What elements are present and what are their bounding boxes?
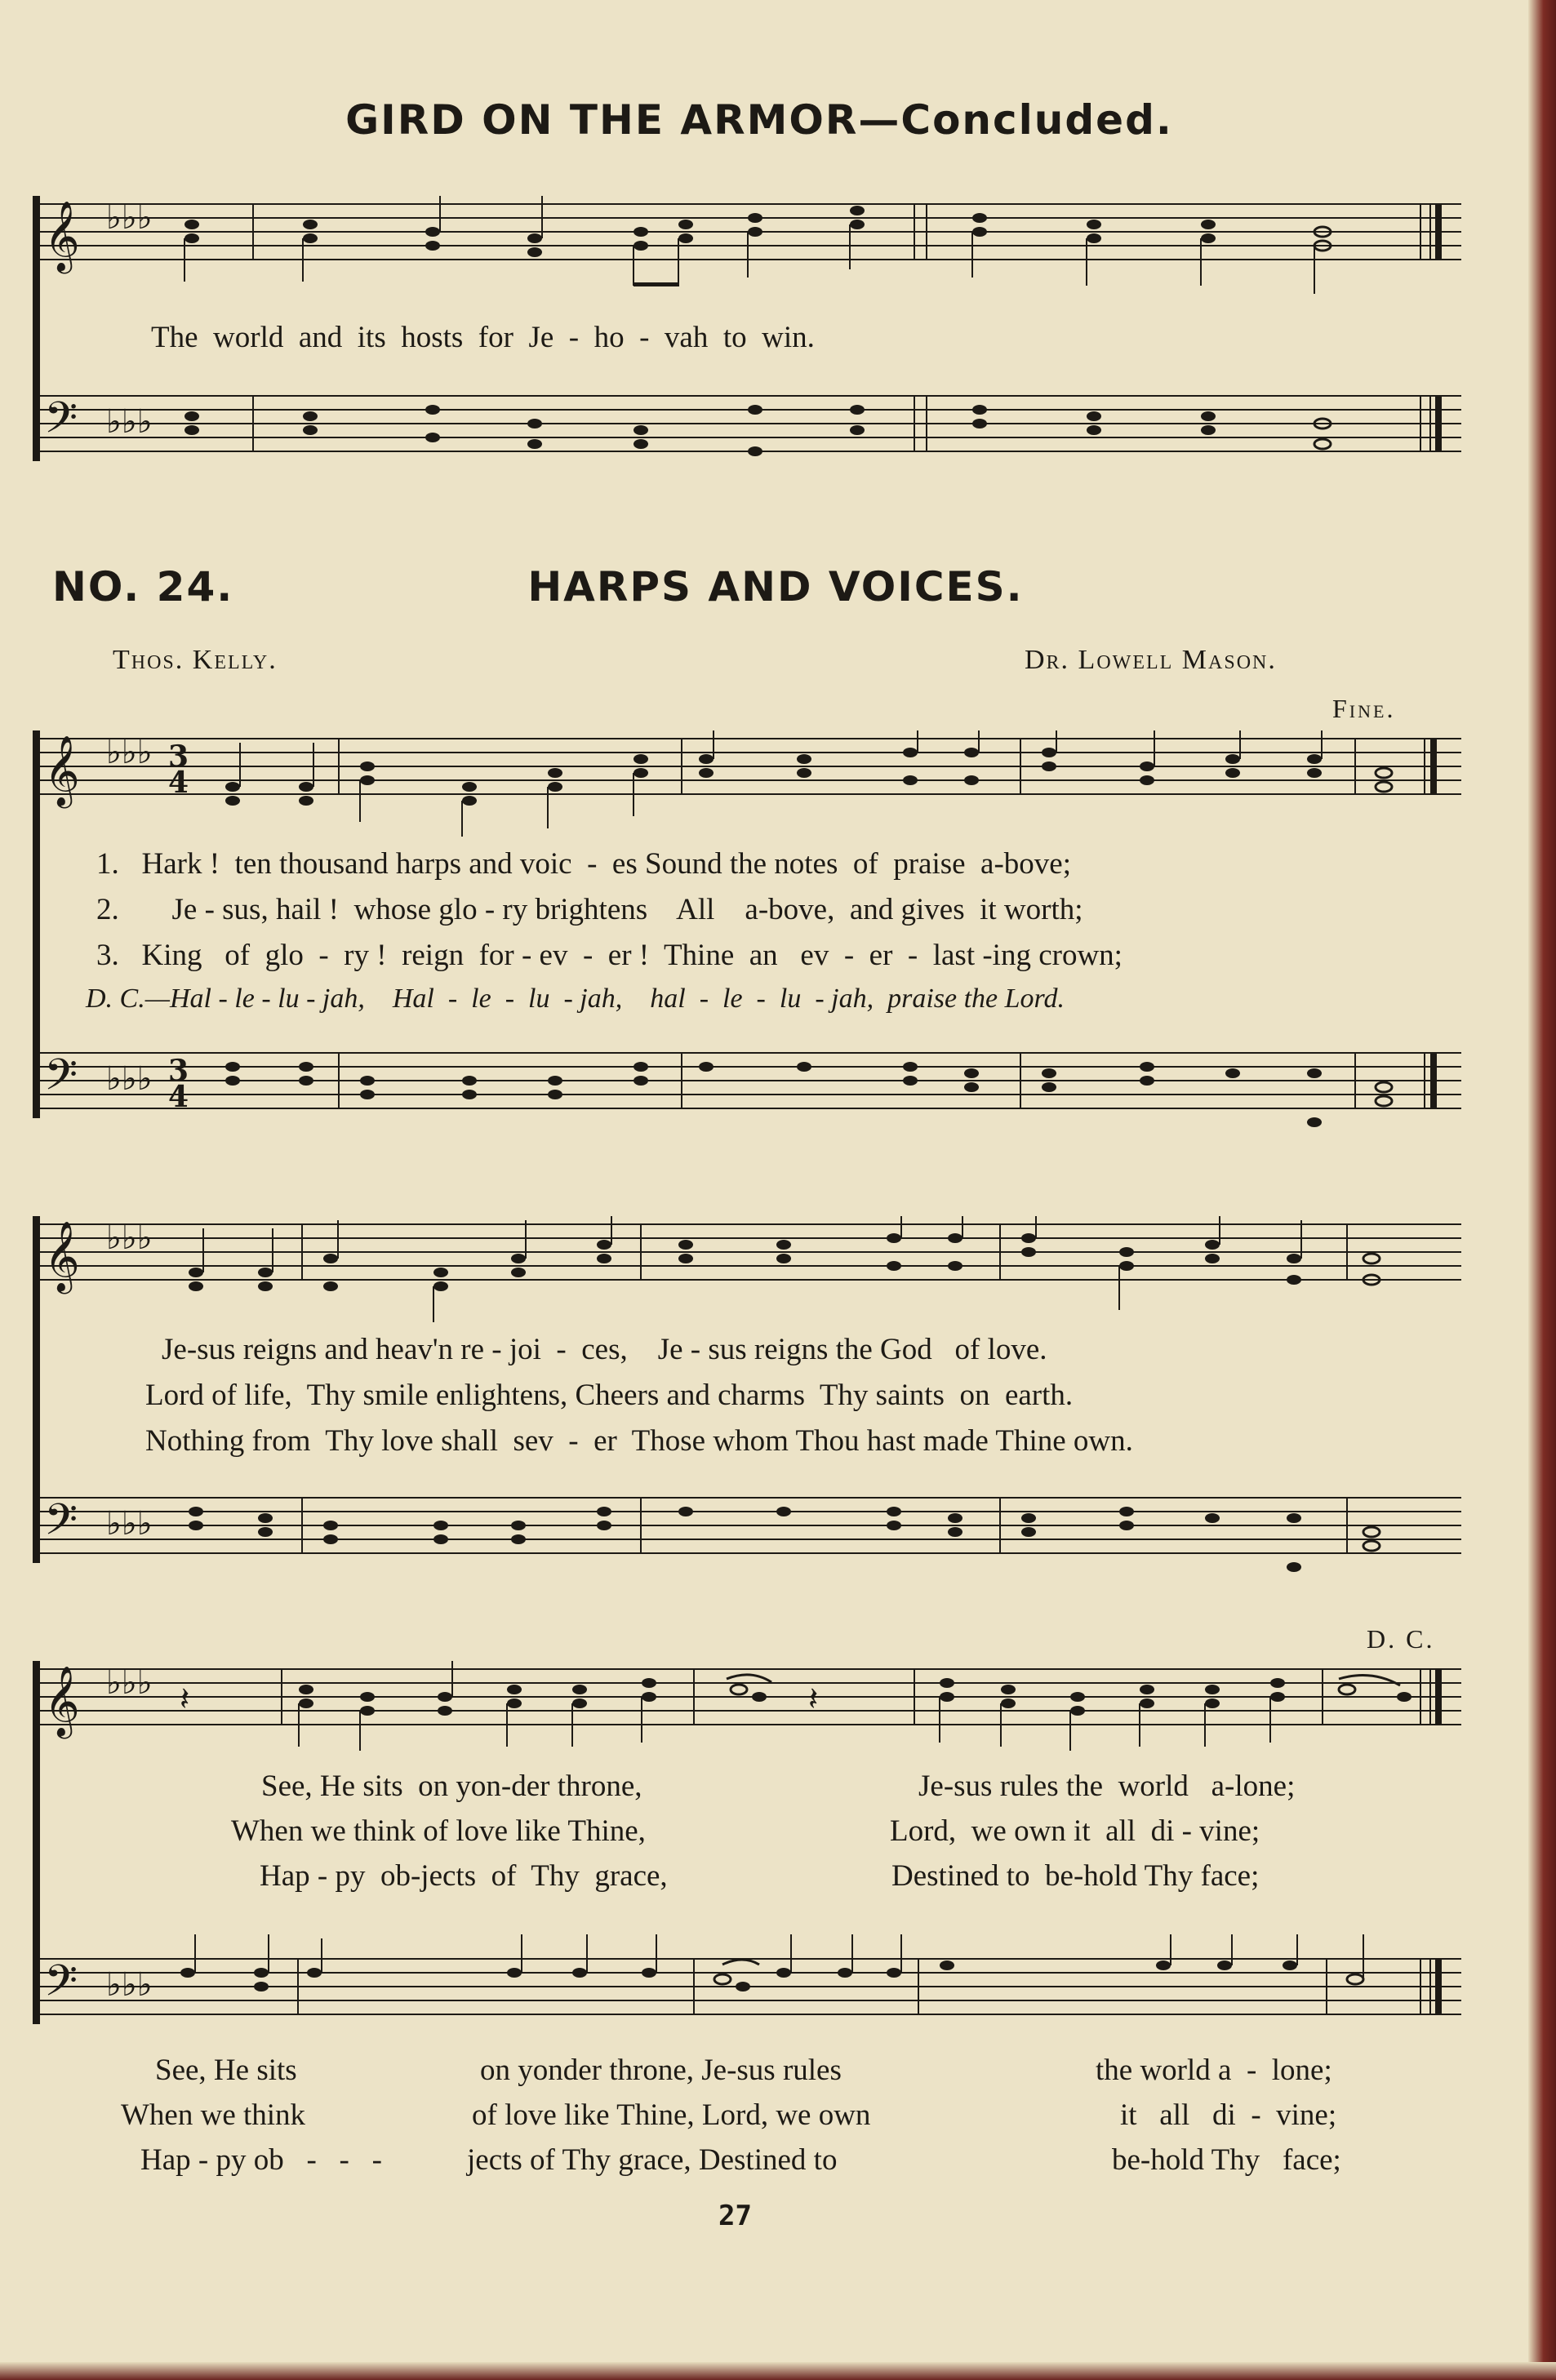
- bass-lyric-c-1: the world a - lone;: [1096, 2054, 1332, 2087]
- svg-text:𝄽: 𝄽: [180, 1681, 190, 1718]
- verse-2-line: 2. Je - sus, hail ! whose glo - ry brightens All a-bove, and gives it worth;: [96, 893, 1083, 926]
- svg-text:𝄢: 𝄢: [44, 1956, 78, 2017]
- svg-text:4: 4: [168, 766, 189, 800]
- page-number: 27: [718, 2200, 752, 2232]
- page-binding-edge: [1528, 0, 1556, 2380]
- previous-song-title: GIRD ON THE ARMOR—Concluded.: [345, 96, 1173, 144]
- bass-lyric-a-3: Hap - py ob - - -: [140, 2143, 382, 2177]
- bass-lyric-a-1: See, He sits: [155, 2054, 297, 2087]
- svg-text:𝄽: 𝄽: [808, 1681, 819, 1718]
- system-3-staves: [33, 1216, 1469, 1608]
- dc-refrain-line: D. C.—Hal - le - lu - jah, Hal - le - lu - jah, hal - le - lu - jah, praise the Lord.: [86, 984, 1065, 1014]
- bass-lyric-c-2: it all di - vine;: [1120, 2098, 1337, 2132]
- svg-text:♭♭♭: ♭♭♭: [106, 1219, 153, 1257]
- system-4-staves: [33, 1661, 1469, 2036]
- system-3-verse-3: Nothing from Thy love shall sev - er Those whom Thou hast made Thine own.: [145, 1424, 1133, 1458]
- system-3-verse-1: Je-sus reigns and heav'n re - joi - ces, Je - sus reigns the God of love.: [162, 1333, 1047, 1366]
- system-4-upper-left-2: When we think of love like Thine,: [231, 1814, 646, 1848]
- svg-text:𝄞: 𝄞: [44, 201, 80, 271]
- dc-marking: D. C.: [1367, 1624, 1435, 1654]
- svg-text:𝄢: 𝄢: [44, 1495, 78, 1556]
- verse-1-line: 1. Hark ! ten thousand harps and voic - es Sound the notes of praise a-bove;: [96, 847, 1071, 881]
- bass-lyric-b-1: on yonder throne, Je-sus rules: [480, 2054, 842, 2087]
- svg-text:𝄢: 𝄢: [44, 1050, 78, 1111]
- svg-text:♭♭♭: ♭♭♭: [106, 1060, 153, 1098]
- system-4-upper-right-3: Destined to be-hold Thy face;: [891, 1859, 1260, 1893]
- bass-lyric-b-3: jects of Thy grace, Destined to: [467, 2143, 838, 2177]
- svg-text:♭♭♭: ♭♭♭: [106, 1505, 153, 1543]
- composer-credit: Dr. Lowell Mason.: [1025, 645, 1277, 675]
- svg-text:𝄢: 𝄢: [44, 393, 78, 454]
- system-1-score: [33, 196, 1469, 473]
- system-4-upper-right-1: Je-sus rules the world a-lone;: [918, 1769, 1296, 1803]
- hymn-title: HARPS AND VOICES.: [527, 563, 1024, 611]
- system-4-upper-left-3: Hap - py ob-jects of Thy grace,: [260, 1859, 668, 1893]
- bass-lyric-a-2: When we think: [121, 2098, 306, 2132]
- system-1-lyric: The world and its hosts for Je - ho - vah to win.: [151, 321, 815, 354]
- system-4-score: [33, 1661, 1469, 2036]
- svg-text:3: 3: [168, 1054, 189, 1088]
- svg-text:♭♭♭: ♭♭♭: [106, 403, 153, 441]
- svg-text:3: 3: [168, 739, 189, 774]
- fine-marking: Fine.: [1332, 694, 1396, 723]
- system-2-score: [33, 730, 1469, 1130]
- bass-lyric-c-3: be-hold Thy face;: [1112, 2143, 1341, 2177]
- svg-text:4: 4: [168, 1080, 189, 1114]
- system-4-upper-left-1: See, He sits on yon-der throne,: [261, 1769, 642, 1803]
- svg-text:𝄞: 𝄞: [44, 1221, 80, 1291]
- system-2-staves: [33, 730, 1469, 1130]
- svg-text:𝄞: 𝄞: [44, 735, 80, 806]
- system-3-verse-2: Lord of life, Thy smile enlightens, Cheers and charms Thy saints on earth.: [145, 1379, 1074, 1412]
- hymn-number: NO. 24.: [52, 563, 234, 611]
- svg-text:♭♭♭: ♭♭♭: [106, 199, 153, 237]
- author-credit: Thos. Kelly.: [113, 645, 278, 675]
- system-3-score: [33, 1216, 1469, 1608]
- svg-text:𝄞: 𝄞: [44, 1666, 80, 1736]
- svg-text:♭♭♭: ♭♭♭: [106, 1664, 153, 1702]
- svg-text:♭♭♭: ♭♭♭: [106, 734, 153, 771]
- svg-text:♭♭♭: ♭♭♭: [106, 1966, 153, 2004]
- system-4-upper-right-2: Lord, we own it all di - vine;: [890, 1814, 1260, 1848]
- verse-3-line: 3. King of glo - ry ! reign for - ev - er ! Thine an ev - er - last -ing crown;: [96, 939, 1123, 972]
- bass-lyric-b-2: of love like Thine, Lord, we own: [472, 2098, 871, 2132]
- page-bottom-edge: [0, 2362, 1556, 2380]
